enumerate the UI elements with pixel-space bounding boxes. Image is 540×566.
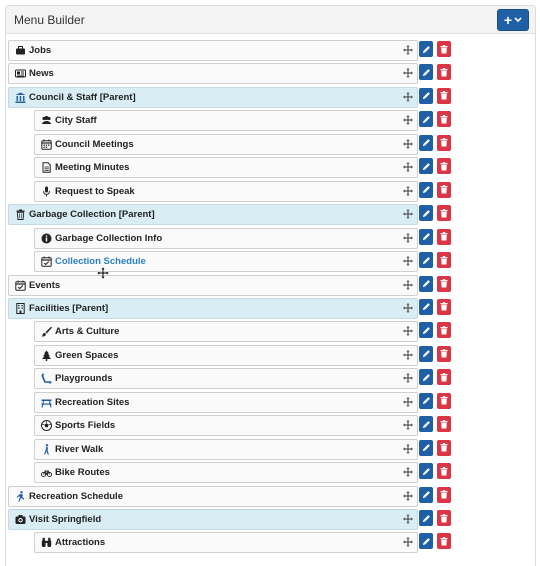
delete-button[interactable]	[437, 182, 451, 198]
drag-handle-icon[interactable]	[403, 303, 413, 313]
menu-row	[8, 345, 458, 366]
pencil-icon	[422, 537, 431, 546]
trash-icon	[440, 514, 448, 523]
menu-row	[8, 87, 458, 108]
menu-item-label: Sports Fields	[55, 420, 115, 431]
trash-icon	[440, 302, 448, 311]
menu-item-label: Jobs	[29, 45, 51, 56]
walking-icon	[41, 444, 52, 455]
trash-icon	[440, 326, 448, 335]
delete-button[interactable]	[437, 229, 451, 245]
document-icon	[41, 162, 52, 173]
drag-handle-icon[interactable]	[403, 209, 413, 219]
menu-item-label: Visit Springfield	[29, 514, 101, 525]
delete-button[interactable]	[437, 135, 451, 151]
menu-item[interactable]	[34, 251, 418, 272]
delete-button[interactable]	[437, 276, 451, 292]
drag-handle-icon[interactable]	[403, 45, 413, 55]
soccer-ball-icon	[41, 420, 52, 431]
edit-button[interactable]	[419, 229, 433, 245]
delete-button[interactable]	[437, 393, 451, 409]
pencil-icon	[422, 256, 431, 265]
edit-button[interactable]	[419, 182, 433, 198]
menu-row	[8, 63, 458, 84]
pencil-icon	[422, 45, 431, 54]
menu-row	[8, 298, 458, 319]
pencil-icon	[422, 514, 431, 523]
menu-item-label: Garbage Collection Info	[55, 233, 162, 244]
menu-item-label: Garbage Collection [Parent]	[29, 209, 155, 220]
menu-row	[8, 204, 458, 225]
edit-button[interactable]	[419, 533, 433, 549]
pencil-icon	[422, 232, 431, 241]
binoculars-icon	[41, 537, 52, 548]
menu-row	[8, 110, 458, 131]
trash-icon	[440, 256, 448, 265]
menu-item-label: Playgrounds	[55, 373, 113, 384]
delete-button[interactable]	[437, 299, 451, 315]
drag-handle-icon[interactable]	[403, 397, 413, 407]
menu-row	[8, 275, 458, 296]
delete-button[interactable]	[437, 369, 451, 385]
slide-icon	[41, 373, 52, 384]
menu-item[interactable]	[8, 298, 418, 319]
menu-item[interactable]	[34, 368, 418, 389]
calendar-check-icon	[15, 280, 26, 291]
delete-button[interactable]	[437, 463, 451, 479]
menu-item-label: Events	[29, 280, 60, 291]
menu-row	[8, 157, 458, 178]
move-cursor-icon	[97, 267, 109, 279]
menu-item[interactable]	[34, 134, 418, 155]
paint-brush-icon	[41, 326, 52, 337]
pencil-icon	[422, 279, 431, 288]
menu-row	[8, 40, 458, 61]
menu-item[interactable]	[34, 228, 418, 249]
menu-row	[8, 532, 458, 553]
delete-button[interactable]	[437, 111, 451, 127]
menu-item[interactable]	[34, 181, 418, 202]
menu-item-label: Attractions	[55, 537, 105, 548]
edit-button[interactable]	[419, 416, 433, 432]
drag-handle-icon[interactable]	[403, 491, 413, 501]
drag-handle-icon[interactable]	[403, 420, 413, 430]
tree-icon	[41, 350, 52, 361]
menu-row	[8, 134, 458, 155]
menu-row	[8, 509, 458, 530]
trash-icon	[440, 138, 448, 147]
drag-handle-icon[interactable]	[403, 467, 413, 477]
edit-button[interactable]	[419, 322, 433, 338]
pencil-icon	[422, 91, 431, 100]
delete-button[interactable]	[437, 252, 451, 268]
landmark-icon	[15, 92, 26, 103]
drag-handle-icon[interactable]	[403, 68, 413, 78]
drag-handle-icon[interactable]	[403, 115, 413, 125]
delete-button[interactable]	[437, 88, 451, 104]
trash-can-icon	[15, 209, 26, 220]
pencil-icon	[422, 162, 431, 171]
pencil-icon	[422, 185, 431, 194]
menu-item-label: Collection Schedule	[55, 256, 146, 267]
menu-item-label: Council & Staff [Parent]	[29, 92, 136, 103]
menu-item[interactable]	[8, 40, 418, 61]
menu-item[interactable]	[34, 439, 418, 460]
menu-row	[8, 368, 458, 389]
trash-icon	[440, 209, 448, 218]
drag-handle-icon[interactable]	[403, 350, 413, 360]
edit-button[interactable]	[419, 440, 433, 456]
drag-handle-icon[interactable]	[403, 444, 413, 454]
edit-button[interactable]	[419, 64, 433, 80]
edit-button[interactable]	[419, 369, 433, 385]
edit-button[interactable]	[419, 158, 433, 174]
edit-button[interactable]	[419, 41, 433, 57]
drag-handle-icon[interactable]	[403, 233, 413, 243]
calendar-icon	[41, 139, 52, 150]
edit-button[interactable]	[419, 252, 433, 268]
picnic-table-icon	[41, 397, 52, 408]
edit-button[interactable]	[419, 487, 433, 503]
menu-item-label: Meeting Minutes	[55, 162, 129, 173]
drag-handle-icon[interactable]	[403, 326, 413, 336]
menu-item[interactable]	[8, 275, 418, 296]
delete-button[interactable]	[437, 533, 451, 549]
drag-handle-icon[interactable]	[403, 162, 413, 172]
delete-button[interactable]	[437, 416, 451, 432]
menu-row	[8, 415, 458, 436]
delete-button[interactable]	[437, 64, 451, 80]
trash-icon	[440, 373, 448, 382]
trash-icon	[440, 443, 448, 452]
delete-button[interactable]	[437, 440, 451, 456]
menu-row	[8, 251, 458, 272]
users-icon	[41, 115, 52, 126]
menu-row	[8, 439, 458, 460]
trash-icon	[440, 420, 448, 429]
pencil-icon	[422, 373, 431, 382]
menu-item[interactable]	[8, 63, 418, 84]
drag-handle-icon[interactable]	[403, 92, 413, 102]
pencil-icon	[422, 68, 431, 77]
trash-icon	[440, 162, 448, 171]
menu-item[interactable]	[34, 157, 418, 178]
edit-button[interactable]	[419, 111, 433, 127]
pencil-icon	[422, 326, 431, 335]
edit-button[interactable]	[419, 299, 433, 315]
delete-button[interactable]	[437, 322, 451, 338]
menu-row	[8, 462, 458, 483]
page-title: Menu Builder	[14, 13, 85, 27]
edit-button[interactable]	[419, 276, 433, 292]
pencil-icon	[422, 302, 431, 311]
edit-button[interactable]	[419, 463, 433, 479]
pencil-icon	[422, 443, 431, 452]
pencil-icon	[422, 396, 431, 405]
drag-handle-icon[interactable]	[403, 186, 413, 196]
menu-item[interactable]	[34, 110, 418, 131]
pencil-icon	[422, 420, 431, 429]
menu-item-label: Recreation Sites	[55, 397, 129, 408]
menu-row	[8, 181, 458, 202]
newspaper-icon	[15, 68, 26, 79]
chevron-down-icon	[514, 17, 522, 23]
menu-item-label: Facilities [Parent]	[29, 303, 108, 314]
edit-button[interactable]	[419, 205, 433, 221]
menu-row	[8, 392, 458, 413]
edit-button[interactable]	[419, 88, 433, 104]
camera-icon	[15, 514, 26, 525]
edit-button[interactable]	[419, 510, 433, 526]
menu-item[interactable]	[34, 345, 418, 366]
delete-button[interactable]	[437, 487, 451, 503]
menu-item-label: Council Meetings	[55, 139, 134, 150]
edit-button[interactable]	[419, 393, 433, 409]
pencil-icon	[422, 209, 431, 218]
trash-icon	[440, 45, 448, 54]
menu-item[interactable]	[8, 87, 418, 108]
trash-icon	[440, 490, 448, 499]
menu-item[interactable]	[8, 204, 418, 225]
plus-icon: +	[504, 13, 512, 27]
menu-item[interactable]	[34, 415, 418, 436]
edit-button[interactable]	[419, 135, 433, 151]
microphone-icon	[41, 186, 52, 197]
edit-button[interactable]	[419, 346, 433, 362]
calendar-check-icon	[41, 256, 52, 267]
drag-handle-icon[interactable]	[403, 514, 413, 524]
pencil-icon	[422, 467, 431, 476]
menu-row	[8, 486, 458, 507]
trash-icon	[440, 185, 448, 194]
trash-icon	[440, 232, 448, 241]
briefcase-icon	[15, 45, 26, 56]
menu-item-label: News	[29, 68, 54, 79]
bicycle-icon	[41, 467, 52, 478]
running-icon	[15, 491, 26, 502]
menu-item-label: Request to Speak	[55, 186, 135, 197]
menu-item[interactable]	[34, 532, 418, 553]
delete-button[interactable]	[437, 41, 451, 57]
trash-icon	[440, 68, 448, 77]
menu-item[interactable]	[34, 392, 418, 413]
menu-item-label: Arts & Culture	[55, 326, 119, 337]
menu-row	[8, 321, 458, 342]
pencil-icon	[422, 115, 431, 124]
pencil-icon	[422, 490, 431, 499]
pencil-icon	[422, 349, 431, 358]
menu-item-label: City Staff	[55, 115, 97, 126]
menu-item[interactable]	[8, 509, 418, 530]
trash-icon	[440, 91, 448, 100]
add-menu-item-button[interactable]	[497, 9, 529, 31]
drag-handle-icon[interactable]	[403, 280, 413, 290]
delete-button[interactable]	[437, 205, 451, 221]
menu-item[interactable]	[8, 486, 418, 507]
building-icon	[15, 303, 26, 314]
trash-icon	[440, 467, 448, 476]
trash-icon	[440, 396, 448, 405]
menu-item-label: Bike Routes	[55, 467, 110, 478]
panel-header	[6, 6, 535, 34]
info-circle-icon	[41, 233, 52, 244]
trash-icon	[440, 537, 448, 546]
menu-item-label: Green Spaces	[55, 350, 118, 361]
delete-button[interactable]	[437, 346, 451, 362]
drag-handle-icon[interactable]	[403, 256, 413, 266]
delete-button[interactable]	[437, 158, 451, 174]
menu-item-label: Recreation Schedule	[29, 491, 123, 502]
menu-item[interactable]	[34, 462, 418, 483]
menu-item-label: River Walk	[55, 444, 103, 455]
trash-icon	[440, 115, 448, 124]
menu-row	[8, 228, 458, 249]
trash-icon	[440, 279, 448, 288]
drag-handle-icon[interactable]	[403, 139, 413, 149]
trash-icon	[440, 349, 448, 358]
drag-handle-icon[interactable]	[403, 373, 413, 383]
menu-item[interactable]	[34, 321, 418, 342]
drag-handle-icon[interactable]	[403, 537, 413, 547]
pencil-icon	[422, 138, 431, 147]
delete-button[interactable]	[437, 510, 451, 526]
